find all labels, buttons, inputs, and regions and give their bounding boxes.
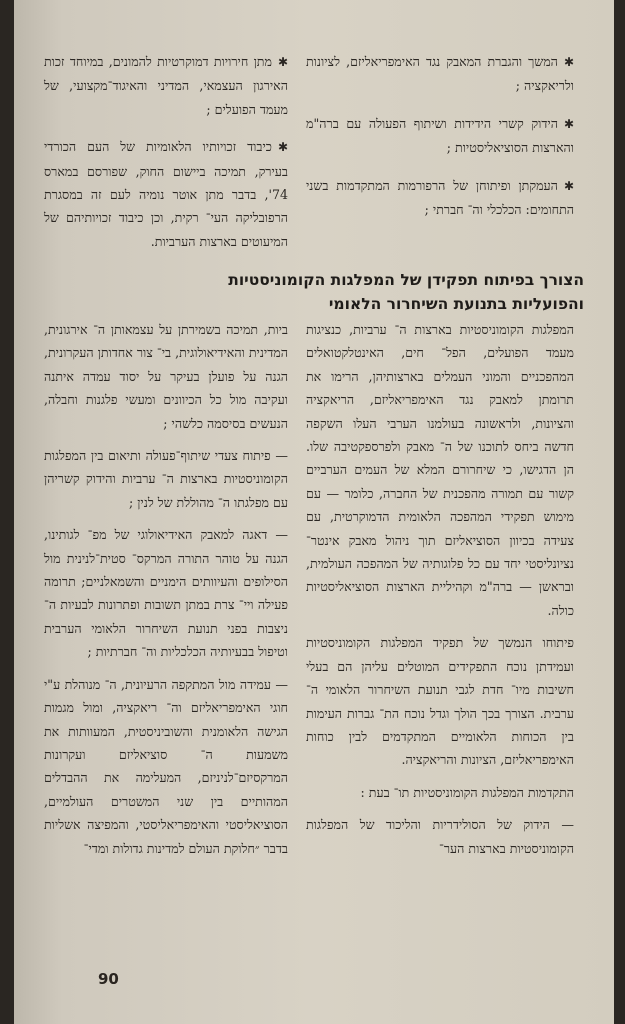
book-page [14,0,614,1024]
star-bullet-icon: ✱ [277,140,288,155]
body-left-column [44,318,288,869]
paragraph: פיתוחו הנמשך של תפקיד המפלגות הקומוניסטיות ועמידתן נוכח התפקידים המוטלים עליהן הם בעלי חשיבות מיו־ חדת לגבי תנועת השיחרור הלאומי ה־ ערבית. הצורך בכך הולך וגדל נוכח הת־ גברות העימות בין הכוחות הלאומיים המתקדמים לבין כוחות האימפריאליזם, הציונות והריאקציה. [306,635,574,768]
body-right-column [306,318,574,869]
paragraph: ביות, תמיכה בשמירתן על עצמאותן ה־ אירגונית, המדינית והאידיאולוגית, בי־ צור אחדותן העקרונית, הגנה על פועלן בעיקר על יסוד עמדה איתנה ועקיבה מול כל הכיוונים ומעשי פלגנות וחבלה, הנעשים בסיסמה כלשהי ; [44,322,288,431]
top-left-column [44,50,288,267]
page-number: 90 [98,970,119,988]
paragraph: התקדמות המפלגות הקומוניסטיות תו־ בעת : [360,784,574,800]
top-right-column [306,50,574,235]
paragraph: — הידוק של הסולידריות והליכוד של המפלגות הקומוניסטיות בארצות הער־ [306,817,574,856]
list-item: ✱כיבוד זכויותיו הלאומיות של העם הכורדי בעירק, תמיכה ביישום החוק, שפורסם במארס 74', בדבר מתן אוטר נומיה לעם זה במסגרת הרפובליקה העי־ רקית, וכן כיבוד זכויותיהם של המיעוטים בארצות הערביות. [44,139,288,249]
paragraph: — פיתוח צעדי שיתוף־פעולה ותיאום בין המפלגות הקומוניסטיות בארצות ה־ ערביות והידוק קשריהן עם מפלגתו ה־ מהוללת של לנין ; [44,448,288,510]
list-item: ✱המשך והגברת המאבק נגד האימפריאליזם, לציונות ולריאקציה ; [306,54,574,94]
paragraph: המפלגות הקומוניסטיות בארצות ה־ ערביות, כנציגות מעמד הפועלים, הפל־ חים, האינטלקטואלים המהפכניים והמוני העמלים בארצותיהן, הרימו את תרומתן למאבק נגד האימפריאליזם, הריאקציה והציונות, ולראשונה בעולמנו הערבי העלו השקפה חדשה ביחס לתוכנו של ה־ מאבק ולפרספקטיבה שלו. הן הדגישו, כי שיחרורם המלא של העמים הערביים קשור עם תמורה מהפכנית של החברה, כלומר — עם מימוש תפקידי המהפכה הלאומית הדמוקרטית, עם צעידה בכיוון הסוציאליזם תוך ניהול מאבק אינטר־ נציונליסטי יחד עם כל פלוגותיה של המהפכה העולמית, ובראשן — ברה"מ וקהיליית הארצות הסוציאליסטיות כולה. [306,322,574,618]
paragraph: — דאגה למאבק האידיאולוגי של מפ־ לגותינו, הגנה על טוהר התורה המרקס־ סטית־לנינית מול הסילופים והעיוותים הימניים והשמאלניים; תרומה פעילה ויי־ צרת במתן תשובות ופתרונות לבעיות ה־ ניצבות בפני תנועת השיחרור הלאומי הערבית וטיפול בבעיותיה הכלכליות וה־ חברתיות ; [44,527,288,660]
section-heading: הצורך בפיתוח תפקידן של המפלגות הקומוניסטיות והפועליות בתנועת השיחרור הלאומי [228,271,584,313]
list-item: ✱מתן חירויות דמוקרטיות להמונים, במיוחד זכות האירגון העצמאי, המדיני והאיגוד־מקצועי, של מעמד הפועלים ; [44,54,288,117]
star-bullet-icon: ✱ [563,116,574,131]
star-bullet-icon: ✱ [563,178,574,193]
star-bullet-icon: ✱ [277,55,288,69]
list-item: ✱העמקתן ופיתוחן של הרפורמות המתקדמות בשני התחומים: הכלכלי וה־ חברתי ; [306,177,574,218]
list-item: ✱הידוק קשרי הידידות ושיתוף הפעולה עם ברה"מ והארצות הסוציאליסטיות ; [306,115,574,156]
paragraph: — עמידה מול המתקפה הרעיונית, ה־ מנוהלת ע"י חוגי האימפריאליזם וה־ ריאקציה, ומול מגמות הגישה הלאומנית והשוביניסטית, המעוותות את משמעות ה־ סוציאליזם ועקרונות המרקסיזם־לניניזם, המעלימה את ההבדלים המהותיים בין שני המשטרים העולמיים, הסוציאליסטי והאימפריאליסטי, והמפיצה אשליות בדבר ״חלוקת העולם למדינות גדולות ומדי־ [44,676,288,856]
star-bullet-icon: ✱ [563,55,574,69]
